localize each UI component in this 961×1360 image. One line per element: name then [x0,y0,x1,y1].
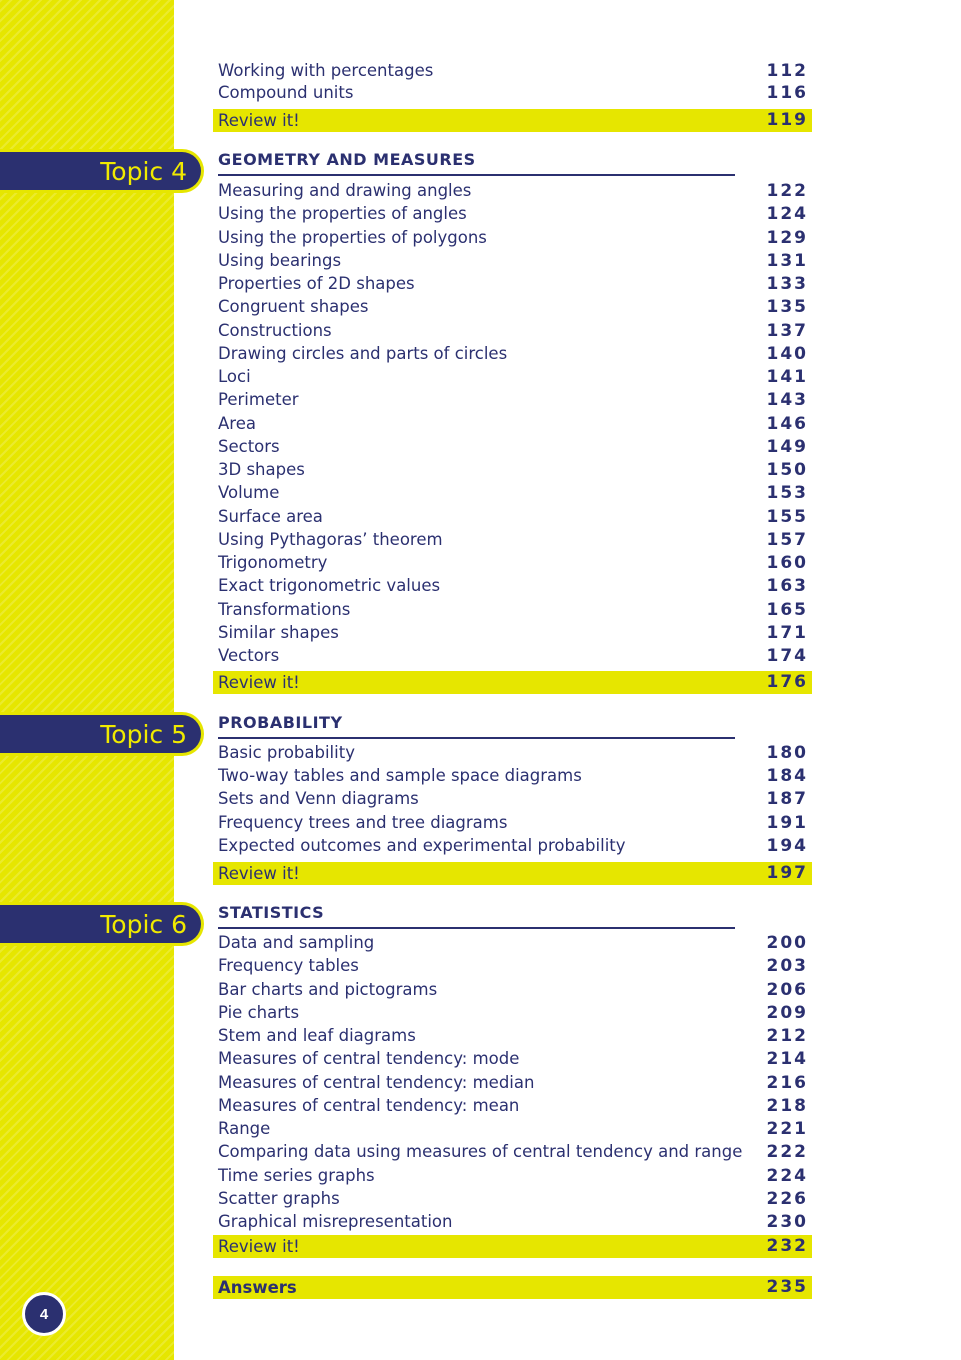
toc-row[interactable] [218,1025,808,1047]
toc-row-title: Using bearings [218,250,342,270]
toc-row[interactable] [218,1211,808,1233]
toc-row-title: Sets and Venn diagrams [218,789,419,809]
answers-label: Answers [218,1278,297,1297]
toc-row[interactable] [218,1165,808,1187]
toc-row-title: Time series graphs [218,1165,375,1185]
toc-row[interactable] [218,622,808,644]
toc-row-title: 3D shapes [218,460,305,479]
toc-row[interactable] [218,932,808,954]
toc-row-title: Perimeter [218,390,299,410]
toc-row[interactable] [218,366,808,388]
toc-row-page: 155 [766,506,808,527]
toc-row-title: Surface area [218,506,323,526]
toc-row-page: 216 [766,1072,808,1093]
toc-row[interactable] [218,273,808,295]
toc-row-title: Using Pythagoras’ theorem [218,529,443,549]
toc-row-title: Scatter graphs [218,1188,340,1208]
toc-row-title: Measuring and drawing angles [218,181,472,200]
toc-row-title: Similar shapes [218,622,339,642]
toc-row-page: 218 [766,1095,808,1116]
toc-row[interactable] [218,203,808,225]
toc-row-title: Bar charts and pictograms [218,979,438,999]
toc-row[interactable] [218,180,808,202]
toc-row[interactable] [218,413,808,435]
toc-row-title: Transformations [218,599,351,619]
toc-row-page: 116 [766,83,808,103]
toc-row-page: 187 [766,789,808,810]
toc-row-title: Two-way tables and sample space diagrams [218,766,582,786]
toc-row-page: 200 [766,933,808,953]
topic-4-tab[interactable] [0,149,204,193]
toc-row[interactable] [218,1188,808,1210]
toc-row-title: Frequency trees and tree diagrams [218,812,508,832]
section-heading-geometry: GEOMETRY AND MEASURES [218,150,735,176]
toc-row-title: Area [218,413,256,433]
toc-row-title: Congruent shapes [218,297,369,317]
toc-row-page: 206 [766,979,808,1000]
toc-row-page: 174 [766,646,808,666]
toc-row-page: 165 [766,599,808,620]
toc-row[interactable] [218,436,808,458]
toc-row-page: 140 [766,343,808,364]
toc-row-page: 122 [766,181,808,201]
toc-row-page: 141 [766,367,808,387]
toc-row[interactable] [218,250,808,272]
toc-row-title: Volume [218,483,280,503]
toc-row[interactable] [218,955,808,977]
toc-row-title: Measures of central tendency: mode [218,1049,520,1069]
page-number: 4 [39,1305,49,1323]
toc-row[interactable] [218,1048,808,1070]
topic-6-label: Topic 6 [100,909,187,939]
toc-row-title: Data and sampling [218,933,375,952]
topic-4-label: Topic 4 [100,156,187,186]
toc-row[interactable] [218,599,808,621]
toc-row[interactable] [218,482,808,504]
toc-row[interactable] [218,227,808,249]
toc-row[interactable] [218,1141,808,1163]
page-number-badge [22,1292,66,1336]
toc-row-title: Graphical misrepresentation [218,1212,453,1231]
review-it-label: Review it! [218,1237,300,1256]
toc-row-title: Exact trigonometric values [218,576,441,596]
toc-row-title: Trigonometry [218,553,328,572]
review-it-page: 197 [766,863,808,883]
toc-row-page: 212 [766,1026,808,1046]
toc-row[interactable] [218,812,808,834]
toc-row-title: Measures of central tendency: median [218,1072,535,1092]
toc-row[interactable] [218,82,808,104]
toc-row[interactable] [218,389,808,411]
toc-row-page: 124 [766,204,808,225]
toc-row-page: 191 [766,812,808,833]
toc-row-page: 150 [766,460,808,480]
toc-row[interactable] [218,529,808,551]
toc-row[interactable] [218,742,808,764]
toc-row-title: Comparing data using measures of central tendency and range [218,1142,743,1162]
toc-row-title: Vectors [218,646,280,665]
toc-row-page: 135 [766,297,808,318]
review-it-page: 232 [766,1236,808,1256]
toc-row[interactable] [218,60,808,82]
toc-row-page: 149 [766,436,808,457]
toc-row-page: 171 [766,622,808,643]
toc-row-page: 160 [766,553,808,573]
toc-row-page: 153 [766,483,808,504]
toc-row-page: 129 [766,227,808,248]
toc-row[interactable] [218,1118,808,1140]
review-it-row[interactable] [213,109,812,132]
toc-row-title: Compound units [218,83,354,102]
toc-row-title: Expected outcomes and experimental probability [218,835,626,855]
review-it-row[interactable] [213,671,812,694]
section-heading-statistics: STATISTICS [218,903,735,929]
toc-row-title: Basic probability [218,743,355,762]
toc-row[interactable] [218,1002,808,1024]
toc-row[interactable] [218,835,808,857]
answers-row[interactable] [213,1276,812,1299]
toc-row[interactable] [218,320,808,342]
topic-5-tab[interactable] [0,712,204,756]
toc-row-page: 214 [766,1049,808,1070]
toc-row[interactable] [218,506,808,528]
toc-row[interactable] [218,1072,808,1094]
toc-row-page: 157 [766,529,808,550]
toc-row-page: 194 [766,835,808,856]
topic-6-tab[interactable] [0,902,204,946]
review-it-label: Review it! [218,673,300,692]
toc-row-page: 224 [766,1165,808,1186]
review-it-row[interactable] [213,862,812,885]
review-it-row[interactable] [213,1235,812,1258]
section-heading-probability: PROBABILITY [218,713,735,739]
toc-row-page: 226 [766,1188,808,1209]
toc-row-page: 203 [766,956,808,977]
toc-row-title: Using the properties of polygons [218,227,487,247]
toc-row-page: 180 [766,743,808,763]
toc-row[interactable] [218,459,808,481]
toc-row-title: Sectors [218,436,280,456]
toc-row-page: 184 [766,766,808,787]
review-it-label: Review it! [218,111,300,130]
toc-row[interactable] [218,343,808,365]
toc-row-page: 222 [766,1142,808,1163]
toc-row-title: Properties of 2D shapes [218,274,415,293]
toc-row[interactable] [218,296,808,318]
toc-row-title: Stem and leaf diagrams [218,1026,416,1045]
toc-row-page: 230 [766,1212,808,1232]
answers-page: 235 [766,1277,808,1297]
toc-row-page: 131 [766,250,808,271]
toc-row-page: 146 [766,413,808,434]
toc-row-page: 137 [766,320,808,341]
toc-row-title: Constructions [218,320,332,340]
toc-row-page: 221 [766,1119,808,1139]
toc-row[interactable] [218,645,808,667]
toc-row[interactable] [218,788,808,810]
toc-row-page: 163 [766,576,808,597]
toc-row-title: Loci [218,367,251,386]
topic-5-label: Topic 5 [100,719,187,749]
yellow-sidebar [0,0,174,1360]
toc-row-title: Working with percentages [218,61,434,80]
toc-row-title: Drawing circles and parts of circles [218,343,508,363]
toc-row-page: 133 [766,274,808,294]
toc-row[interactable] [218,552,808,574]
toc-row-title: Measures of central tendency: mean [218,1095,520,1115]
toc-row-page: 143 [766,390,808,411]
toc-row[interactable] [218,765,808,787]
toc-row-title: Using the properties of angles [218,204,467,224]
toc-row-title: Range [218,1119,271,1138]
toc-row[interactable] [218,575,808,597]
toc-row[interactable] [218,1095,808,1117]
review-it-page: 119 [766,110,808,130]
toc-row-title: Frequency tables [218,956,359,976]
review-it-label: Review it! [218,864,300,883]
toc-row[interactable] [218,979,808,1001]
toc-row-page: 209 [766,1002,808,1023]
toc-row-title: Pie charts [218,1002,300,1022]
toc-row-page: 112 [766,61,808,81]
review-it-page: 176 [766,672,808,692]
